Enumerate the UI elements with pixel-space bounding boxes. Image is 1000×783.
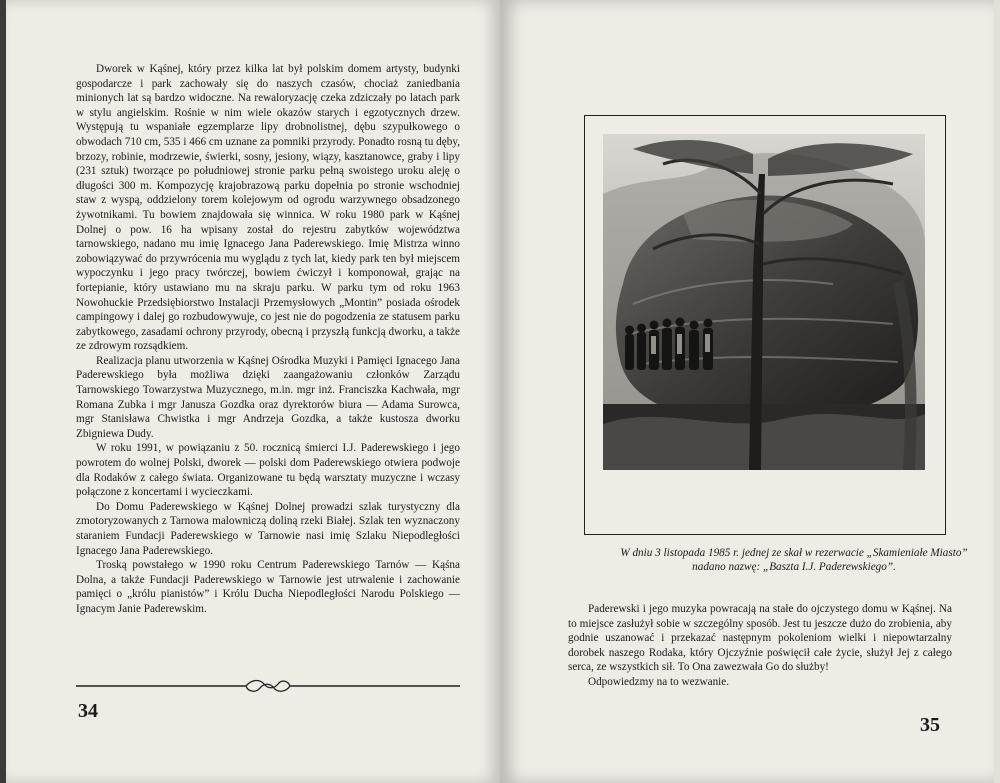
page-number-left: 34 xyxy=(78,700,98,722)
paragraph-call: Odpowiedzmy na to wezwanie. xyxy=(588,675,730,688)
rock-photo xyxy=(603,134,925,470)
paragraph-return: Paderewski i jego muzyka powracają na stałe do ojczystego domu w Kąśnej. Na to miejsce zasłużył sobie w szczególny sposób. Jest tu jeszcze dużo do zrobienia, aby godnie uszanować i przekazać następnym pokoleniom wielki i niepowtarzalny dorobek naszego Rodaka, który Ojczyźnie poświęcił całe życie, służył Jej z całego serca, ze wszystkich sił. To Ona zawezwała Go do służby! xyxy=(568,603,952,674)
paragraph-park: Dworek w Kąśnej, który przez kilka lat był polskim domem artysty, budynki gospodarcze i park zachowały się do naszych czasów, chociaż zaniedbania minionych lat są bardzo widoczne. Na rewaloryzację czeka zdziczały po latach park w stylu angielskim. Rośnie w nim wiele okazów starych i egzotycznych drzew. Występują tu wspaniałe egzemplarze lipy drobnolistnej, dębu szypułkowego o obwodach 710 cm, 535 i 466 cm uznane za pomniki przyrody. Ponadto rosną tu dęby, brzozy, robinie, modrzewie, świerki, sosny, jesiony, wiązy, kasztanowce, graby i lipy (231 sztuk) tworzące po południowej stronie parku pełną swoistego uroku aleję o długości 300 m. Kompozycję krajobrazową parku dopełnia po stronie wschodniej staw z wyspą, oddzielony torem kolejowym od ogrodu warzywnego obsadzonego żywotnikami. Tu bowiem znajdowała się winnica. W roku 1980 park w Kąśnej Dolnej o pow. 16 ha wpisany został do rejestru zabytków województwa tarnowskiego, nadano mu imię Ignacego Jana Paderewskiego. Imię Mistrza winno zobowiązywać do przywrócenia mu wyglądu z tych lat, kiedy park ten był miejscem wypoczynku i jego pracy twórczej, bowiem ćwiczył i komponował, grając na fortepianie, który ustawiano mu na skraju parku. W parku tym od roku 1963 Nowohuckie Przedsiębiorstwo Instalacji Przemysłowych „Montin” posiada ośrodek campingowy i dalej go rozbudowywuje, co jest nie do pogodzenia ze statusem parku zabytkowego, zasadami ochrony przyrody, obecną i przyszłą funkcją dworku, a także ze zdrowym rozsądkiem. xyxy=(76,63,460,353)
right-page xyxy=(500,0,994,783)
left-page-text xyxy=(76,62,460,617)
book-edge-right xyxy=(994,0,1000,783)
photo-caption: W dniu 3 listopada 1985 r. jednej ze skał w rezerwacie „Skamieniałe Miasto” nadano nazwę: „Baszta I.J. Paderewskiego”. xyxy=(620,547,968,573)
paragraph-centre: Troską powstałego w 1990 roku Centrum Paderewskiego Tarnów — Kąśna Dolna, a także Fundacji Paderewskiego w Tarnowie jest utrwalenie i zachowanie pamięci o „królu pianistów” i Królu Ducha Niepodległości Narodu Polskiego — Ignacym Janie Paderewskim. xyxy=(76,559,460,615)
right-page-text xyxy=(568,602,952,690)
ornament-divider xyxy=(76,678,460,694)
left-page xyxy=(6,0,500,783)
rock-photo-drawing xyxy=(603,134,925,470)
paragraph-trail: Do Domu Paderewskiego w Kąśnej Dolnej prowadzi szlak turystyczny dla zmotoryzowanych z Tarnowa malowniczą doliną rzeki Białej. Szlak ten wyznaczony staraniem Fundacji Paderewskiego w Tarnowie nasi imię Szlaku Niepodległości Ignacego Jana Paderewskiego. xyxy=(76,500,460,557)
paragraph-realization: Realizacja planu utworzenia w Kąśnej Ośrodka Muzyki i Pamięci Ignacego Jana Paderewskiego była możliwa dzięki zaangażowaniu członków Zarządu Tarnowskiego Towarzystwa Muzycznego, m.in. mgr inż. Franciszka Kachwała, mgr Romana Zubka i mgr Janusza Gozdka oraz dyrektorów biura — Adama Surowca, mgr Stanisława Chwistka i mgr Andrzeja Gozdka, a także kustosza dworku Zbigniewa Dudy. xyxy=(76,354,460,440)
photo-frame xyxy=(584,115,968,573)
page-number-right: 35 xyxy=(920,714,940,736)
paragraph-1991: W roku 1991, w powiązaniu z 50. rocznicą śmierci I.J. Paderewskiego i jego powrotem do wolnej Polski, dworek — polski dom Paderewskiego otwiera podwoje dla Rodaków z całego świata. Organizowane tu będą warsztaty muzyczne i wczasy połączone z koncertami i wycieczkami. xyxy=(76,442,460,499)
